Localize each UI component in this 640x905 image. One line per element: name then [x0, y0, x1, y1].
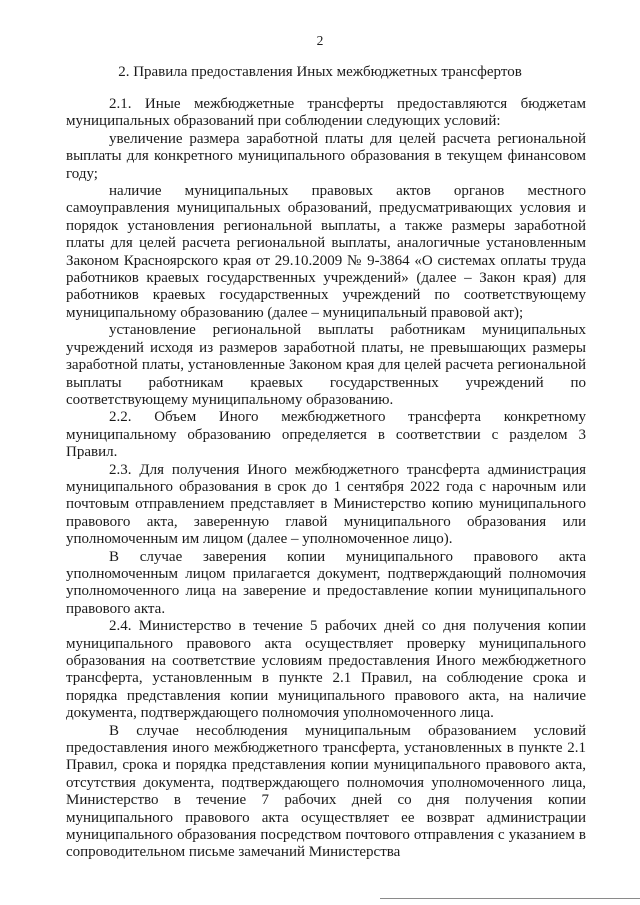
paragraph-condition-regional-payment: установление региональной выплаты работникам муниципальных учреждений исходя из размеров заработной платы, не превышающих размеры заработной платы, установленные Законом края для целей расчета региональной выплаты работникам краевых государственных учреждений по соответствующему муниципальному образованию.: [66, 322, 586, 408]
paragraph-2-3: 2.3. Для получения Иного межбюджетного трансферта администрация муниципального образования в срок до 1 сентября 2022 года с нарочным или почтовым отправлением представляет в Министерство копию муниципального правового акта, заверенную главой муниципального образования или уполномоченным им лицом (далее – уполномоченное лицо).: [66, 461, 586, 548]
section-heading: 2. Правила предоставления Иных межбюджетных трансфертов: [118, 64, 522, 80]
paragraph-2-4: 2.4. Министерство в течение 5 рабочих дней со дня получения копии муниципального правового акта осуществляет проверку муниципального образования на соответствие условиям предоставления Иного межбюджетного трансферта, установленным в пункте 2.1 Правил, на соблюдение срока и порядка представления копии муниципального правового акта, на наличие документа, подтверждающего полномочия уполномоченного лица.: [66, 618, 586, 722]
document-body: [66, 96, 586, 862]
page-number: 2: [316, 33, 324, 48]
paragraph-condition-acts: наличие муниципальных правовых актов органов местного самоуправления муниципальных образований, предусматривающих условия и порядок установления региональной выплаты, а также размеры заработной платы для целей расчета региональной выплаты, аналогичные установленным Законом Красноярского края от 29.10.2009 № 9-3864 «О системах оплаты труда работников краевых государственных учреждений» (далее – Закон края) для работников краевых государственных учреждений по соответствующему муниципальному образованию (далее – муниципальный правовой акт);: [66, 183, 586, 321]
paragraph-certification: В случае заверения копии муниципального правового акта уполномоченным лицом прилагается документ, подтверждающий полномочия уполномоченного лица на заверение и предоставление копии муниципального правового акта.: [66, 548, 586, 617]
paragraph-2-1: 2.1. Иные межбюджетные трансферты предоставляются бюджетам муниципальных образований при соблюдении следующих условий:: [66, 96, 586, 130]
footer-divider: [380, 898, 640, 899]
paragraph-condition-salary: увеличение размера заработной платы для целей расчета региональной выплаты для конкретного муниципального образования в текущем финансовом году;: [66, 130, 586, 182]
paragraph-noncompliance: В случае несоблюдения муниципальным образованием условий предоставления иного межбюджетного трансферта, установленных в пункте 2.1 Правил, срока и порядка представления копии муниципального правового акта, отсутствия документа, подтверждающего полномочия уполномоченного лица, Министерство в течение 7 рабочих дней со дня получения копии муниципального правового акта осуществляет ее возврат администрации муниципального образования посредством почтового отправления с указанием в сопроводительном письме замечаний Министерства: [66, 722, 586, 861]
paragraph-2-2: 2.2. Объем Иного межбюджетного трансферта конкретному муниципальному образованию определяется в соответствии с разделом 3 Правил.: [66, 409, 586, 461]
